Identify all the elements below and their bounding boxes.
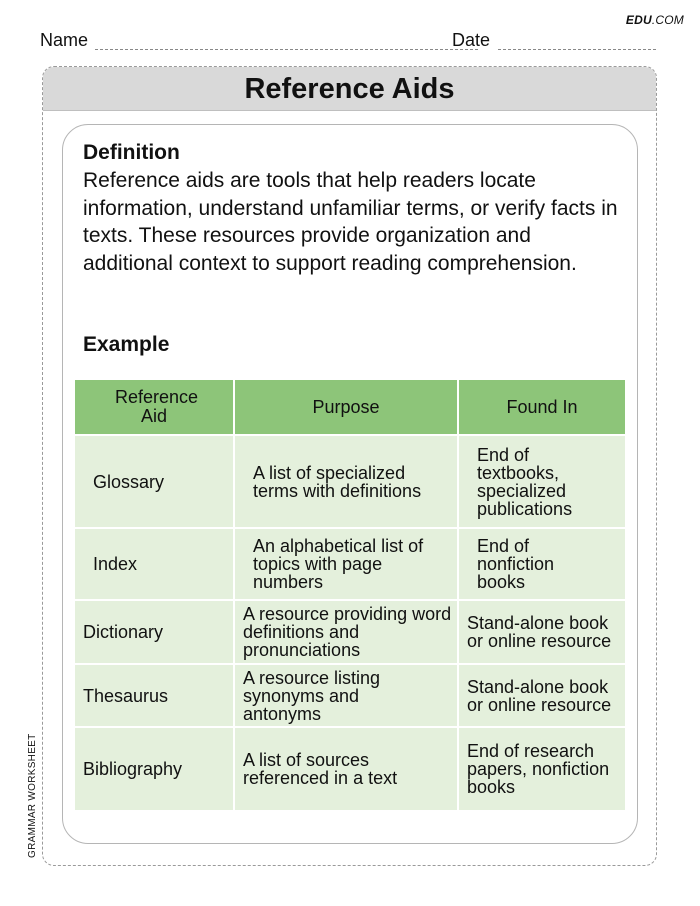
table-row xyxy=(75,528,626,600)
example-heading: Example xyxy=(83,333,170,356)
cell-purpose: A resource providing word definitions and pronunciations xyxy=(234,600,458,664)
date-label: Date xyxy=(452,30,491,50)
table-row xyxy=(75,600,626,664)
cell-purpose: An alphabetical list of topics with page numbers xyxy=(234,528,458,600)
brand-com: .COM xyxy=(651,13,684,27)
side-label: GRAMMAR WORKSHEET xyxy=(27,733,38,858)
brand-edu: EDU xyxy=(625,13,652,27)
column-header-purpose: Purpose xyxy=(234,380,458,435)
table-row xyxy=(75,435,626,528)
definition-heading: Definition xyxy=(83,141,180,164)
cell-found-in: End of nonfiction books xyxy=(458,528,626,600)
cell-found-in: End of research papers, nonfiction books xyxy=(458,727,626,811)
cell-found-in: Stand-alone book or online resource xyxy=(458,664,626,727)
column-header-found-in: Found In xyxy=(458,380,626,435)
cell-aid: Thesaurus xyxy=(75,664,234,727)
cell-aid: Glossary xyxy=(75,435,234,528)
cell-found-in: Stand-alone book or online resource xyxy=(458,600,626,664)
date-line[interactable] xyxy=(498,49,656,50)
page-title: Reference Aids xyxy=(43,67,656,111)
table-row xyxy=(75,727,626,811)
brand-logo xyxy=(626,13,684,27)
cell-aid: Bibliography xyxy=(75,727,234,811)
cell-found-in: End of textbooks, specialized publications xyxy=(458,435,626,528)
name-label: Name xyxy=(40,30,89,50)
cell-purpose: A list of specialized terms with definitions xyxy=(234,435,458,528)
definition-text: Reference aids are tools that help readers locate information, understand unfamiliar terms, or verify facts in texts. These resources provide organization and additional context to support reading comprehension. xyxy=(83,169,618,275)
table-row xyxy=(75,664,626,727)
name-line[interactable] xyxy=(95,49,478,50)
column-header-aid: Reference Aid xyxy=(75,380,234,435)
cell-aid: Index xyxy=(75,528,234,600)
cell-aid: Dictionary xyxy=(75,600,234,664)
cell-purpose: A list of sources referenced in a text xyxy=(234,727,458,811)
table-header-row xyxy=(75,380,626,435)
cell-purpose: A resource listing synonyms and antonyms xyxy=(234,664,458,727)
name-date-row xyxy=(40,30,660,54)
reference-aids-table xyxy=(75,380,627,812)
